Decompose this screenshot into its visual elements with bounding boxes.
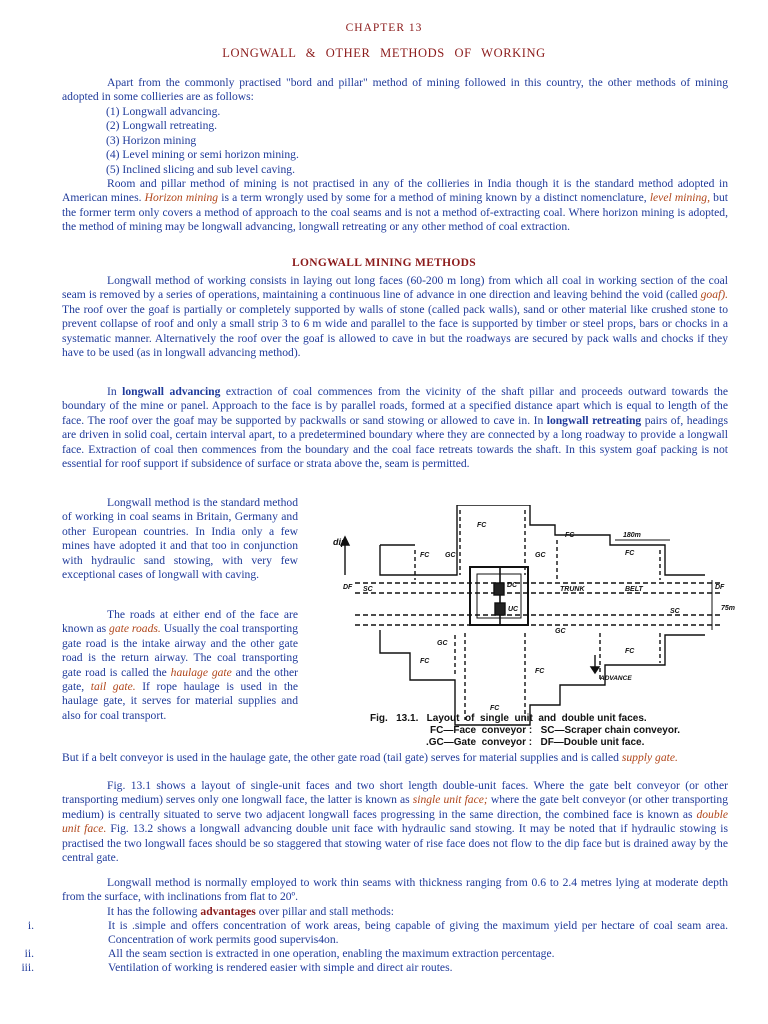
methods-list [106,105,299,177]
figure-label-fc: FC [477,522,487,529]
term-tail-gate: tail gate. [90,680,136,694]
figure-label-belt: BELT [625,586,643,593]
paragraph-supply-gate: But if a belt conveyor is used in the haulage gate, the other gate road (tail gate) serves for material supplies and is called supply gate. [62,751,678,764]
figure-label-fc: FC [625,648,635,655]
advantage-item: It is .simple and offers concentration of work areas, being capable of giving the maximum yield per hectare of coal seam area. Concentration of work permits good supervis4on. [108,919,728,947]
column-paragraph-gate-roads: The roads at either end of the face are known as gate roads. Usually the coal transporting gate road is the intake airway and the other gate road is the return airway. The coal transporting gate road is called the haulage gate and the other gate, tail gate. If rope haulage is used in the haulage gate, it serves for material supplies and also for coal transport. [62,608,299,722]
figure-caption-title: Fig. 13.1. Layout of single unit and double unit faces. [370,713,647,724]
column-paragraph-standard: Longwall method is the standard method of working in coal seams in Britain, Germany and other European countries. In India only a few mines have adopted it and that too in conjunction with hydraulic sand stowing, with very few exceptional cases of longwall with caving. [62,496,298,582]
chapter-number: CHAPTER 13 [345,22,423,34]
paragraph-advancing-retreating: In longwall advancing extraction of coal commences from the vicinity of the shaft pillar and proceeds outward towards the boundary of the mine or panel. Approach to the face is by parallel roads, formed at a specified distance apart which is equal to length of the face. The roof over the goaf may be supported by packwalls or sand stowing or allowed to cave in. In longwall retreating pairs of, headings are driven in solid coal, certain interval apart, to a predetermined boundary where they are connected by a long roadway to provide a longwall face. Extraction of coal then commences from the boundary and the coal face retreats towards the shaft. In this system goaf packing is not essential for roof support if subsidence of surface or strata above the, seam is permitted. [62,385,729,471]
paragraph-longwall-method: Longwall method of working consists in laying out long faces (60-200 m long) from which all coal in working section of the coal seam is removed by a series of operations, maintaining a continuous line of advance in one direction and leaving behind the void (called goaf). The roof over the goaf is partially or completely supported by walls of stone (called pack walls), sand or other material like crushed stone to prevent collapse of roof and only a small strip 3 to 6 m wide and parallel to the face is supported by timber or steel props, bars or chocks in a systematic manner. Alternatively the roof over the goaf is allowed to cave in but the roadways are secured by pack walls and chocks if they have to be used (as in longwall advancing method). [62,274,728,360]
figure-label-trunk: TRUNK [560,586,585,593]
figure-label-gc: GC [445,552,456,559]
term-single-unit-face: single unit face; [412,793,488,807]
advantage-item: All the seam section is extracted in one operation, enabling the maximum extraction percentage. [108,947,555,960]
figure-label-dip: dip [333,537,347,547]
paragraph-unit-faces: Fig. 13.1 shows a layout of single-unit faces and two short length double-unit faces. Where the gate belt conveyor (or other transporting medium) serves only one longwall face, the latter is known as single unit face; where the gate belt conveyor (or other transporting medium) is centrally situated to serve two adjacent longwall faces progressing in the same direction, the combined face is known as double unit face. Fig. 13.2 shows a longwall advancing double unit face with hydraulic sand stowing. It may be noted that if hydraulic stowing is practised the two longwall faces should be so staggered that stowing water of rise face does not flow to the dip face but is drained away by the central gate. [62,779,728,865]
figure-label-df: DF [715,584,725,591]
term-horizon-mining: Horizon mining [144,191,219,205]
term-advantages: advantages [200,905,256,918]
figure-label-sc: SC [670,608,680,615]
term-longwall-advancing: longwall advancing [122,385,221,398]
figure-label-fc: FC [565,532,575,539]
figure-caption-legend: FC—Face conveyor : SC—Scraper chain conveyor. [430,725,681,736]
figure-label-fc: FC [420,658,430,665]
method-item: (1) Longwall advancing. [106,105,221,118]
paragraph-room-pillar: Room and pillar method of mining is not practised in any of the collieries in India though it is the standard method adopted in American mines. Horizon mining is a term wrongly used by some for a method of mining known by a distinct nomenclature, level mining, but the former term only covers a method of approach to the coal seams and is not a method of-extracting coal. Where horizon mining is adopted, the method of mining may be longwall advancing, longwall retreating or any other method of coal extraction. [62,177,728,234]
method-item: (5) Inclined slicing and sub level caving. [106,162,295,176]
figure-label-uc: UC [508,606,519,613]
figure-label-dimension: 75m [721,605,736,612]
figure-label-dimension: 180m [623,532,641,539]
figure-caption-legend: .GC—Gate conveyor : DF—Double unit face. [426,737,645,748]
paragraph-thin-seams: Longwall method is normally employed to work thin seams with thickness ranging from 0.6 to 2.4 metres lying at moderate depth from the surface, with inclinations from flat to 20º. [62,876,728,904]
figure-label-advance: ADVANCE [600,675,632,682]
term-level-mining: level mining, [649,191,710,205]
advantage-number: iii. [21,961,34,974]
figure-label-fc: FC [625,550,635,557]
term-double-unit-face: double unit face. [62,807,728,836]
term-longwall-retreating: longwall retreating [546,413,642,427]
advantage-number: ii. [24,947,34,960]
figure-label-gc: GC [535,552,546,559]
figure-label-gc: GC [437,640,448,647]
figure-label-sc: SC [363,586,373,593]
figure-label-fc: FC [535,668,545,675]
figure-label-dc: DC [507,582,518,589]
term-goaf: goaf). [700,288,728,302]
method-item: (4) Level mining or semi horizon mining. [106,148,299,162]
paragraph-advantages-intro: It has the following advantages over pillar and stall methods: [107,905,394,918]
figure-label-gc: GC [555,628,566,635]
section-heading: LONGWALL MINING METHODS [292,257,476,269]
figure-label-fc: FC [420,552,430,559]
term-haulage-gate: haulage gate [170,665,232,679]
intro-paragraph: Apart from the commonly practised "bord and pillar" method of mining followed in this country, the other methods of mining adopted in some collieries are as follows: [62,76,728,104]
method-item: (3) Horizon mining [106,133,197,147]
advantage-number: i. [27,919,34,932]
advantage-item: Ventilation of working is rendered easier with simple and direct air routes. [108,961,453,974]
term-supply-gate: supply gate. [621,751,678,764]
figure-caption [370,713,680,749]
chapter-title: LONGWALL & OTHER METHODS OF WORKING [222,46,546,60]
term-gate-roads: gate roads. [109,622,161,636]
figure-label-df: DF [343,584,353,591]
figure-label-fc: FC [490,705,500,712]
method-item: (2) Longwall retreating. [106,119,218,133]
